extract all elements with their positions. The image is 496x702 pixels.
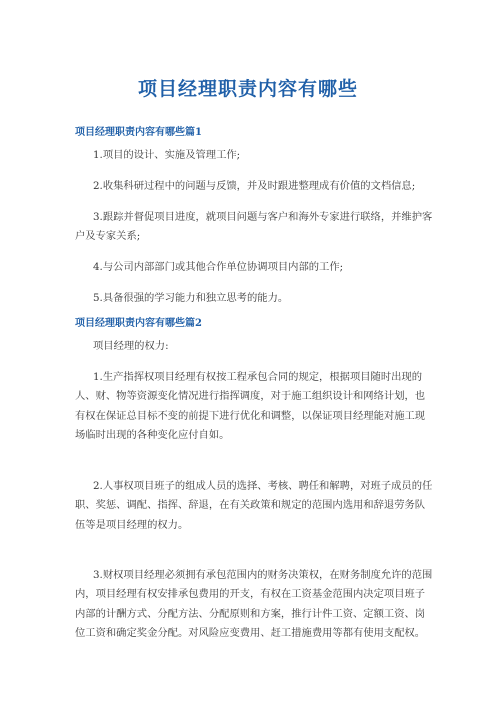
paragraph: 3.财权项目经理必须拥有承包范围内的财务决策权，在财务制度允许的范围内，项目经理有权安排承包费用的开支，有权在工资基金范围内决定项目班子内部的计酬方式、分配方法、分配原则和方案，推行计件工资、定额工资、岗位工资和确定奖金分配。对风险应变费用、赶工措施费用等都有使用支配权。 <box>75 569 433 639</box>
paragraph: 5.具备很强的学习能力和独立思考的能力。 <box>93 292 289 304</box>
paragraph: 项目经理的权力: <box>93 340 169 352</box>
paragraph: 1.生产指挥权项目经理有权按工程承包合同的规定，根据项目随时出现的人、财、物等资源变化情况进行指挥调度，对于施工组织设计和网络计划，也有权在保证总目标不变的前提下进行优化和调整，以保证项目经理能对施工现场临时出现的各种变化应付自如。 <box>75 371 426 441</box>
paragraph: 1.项目的设计、实施及管理工作; <box>93 149 241 161</box>
paragraph: 4.与公司内部部门或其他合作单位协调项目内部的工作; <box>93 261 344 273</box>
section-heading-2: 项目经理职责内容有哪些篇2 <box>75 318 202 329</box>
section-heading-1: 项目经理职责内容有哪些篇1 <box>75 127 202 138</box>
paragraph: 2.人事权项目班子的组成人员的选择、考核、聘任和解聘，对班子成员的任职、奖惩、调配、指挥、辞退，在有关政策和规定的范围内选用和辞退劳务队伍等是项目经理的权力。 <box>75 480 433 531</box>
document-title: 项目经理职责内容有哪些 <box>137 78 358 100</box>
paragraph: 2.收集科研过程中的问题与反馈，并及时跟进整理成有价值的文档信息; <box>93 180 416 192</box>
paragraph: 3.跟踪并督促项目进度，就项目问题与客户和海外专家进行联络，并维护客户及专家关系; <box>75 211 433 243</box>
